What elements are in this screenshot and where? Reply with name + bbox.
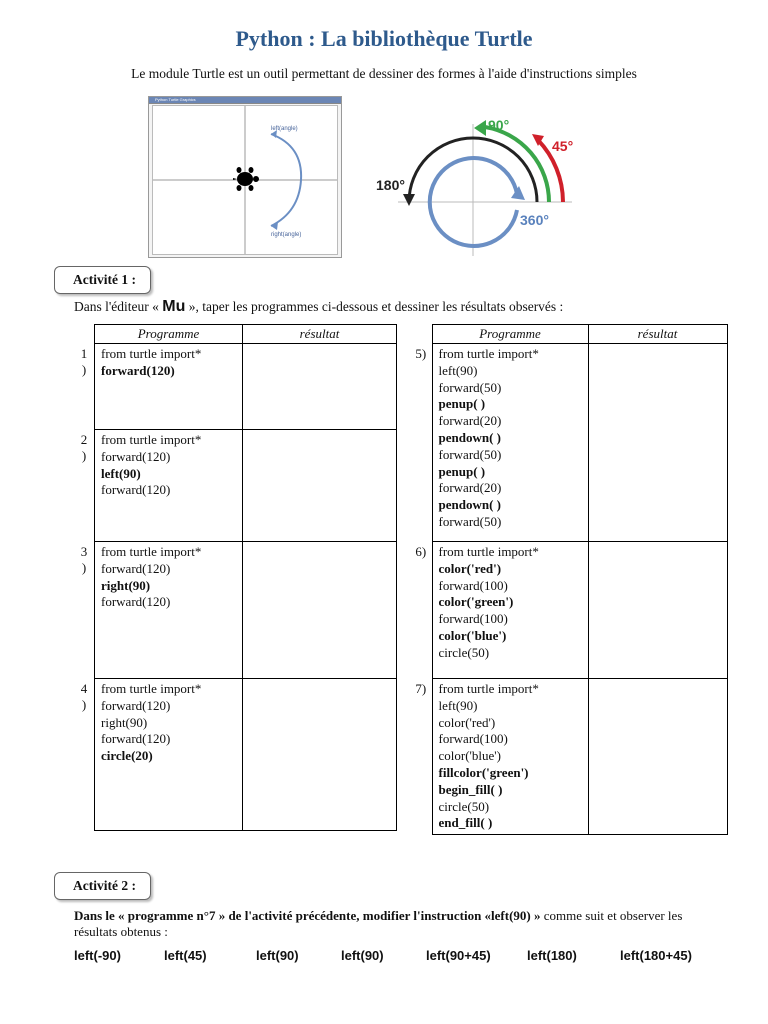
code-line: forward(120)	[101, 594, 171, 610]
code-line: fillcolor('green')	[438, 764, 529, 780]
activity2-text-a: Dans le « programme n°7 » de l'activité précédente, modifier l'instruction «left(90) »	[74, 908, 541, 923]
right-angle-label: right(angle)	[271, 232, 302, 238]
code-line: from turtle import*	[438, 681, 539, 696]
program-code	[432, 344, 588, 542]
angle-360-label: 360°	[520, 212, 549, 228]
program-row	[74, 344, 397, 430]
col-result-header: résultat	[243, 325, 397, 344]
turtle-diagram	[153, 106, 337, 254]
instruction-before: Dans l'éditeur «	[74, 299, 163, 314]
angle-diagram	[372, 110, 592, 260]
program-row	[410, 344, 727, 542]
code-line: from turtle import*	[101, 681, 202, 696]
program-row	[74, 430, 397, 542]
angle-variant: left(-90)	[74, 948, 121, 963]
code-line: forward(120)	[101, 448, 171, 464]
left-angle-label: left(angle)	[271, 126, 298, 132]
col-program-header: Programme	[432, 325, 588, 344]
angle-variant: left(90+45)	[426, 948, 491, 963]
code-line: color('red')	[438, 560, 502, 576]
col-program-header: Programme	[95, 325, 243, 344]
code-line: forward(120)	[101, 482, 171, 498]
angle-variant: left(180)	[527, 948, 577, 963]
program-row	[410, 679, 727, 835]
code-line: begin_fill( )	[438, 781, 503, 797]
code-line: from turtle import*	[438, 346, 539, 361]
code-line: forward(20)	[438, 413, 502, 429]
program-row	[74, 542, 397, 679]
code-line: forward(100)	[438, 611, 508, 627]
program-number: 5)	[415, 345, 427, 361]
code-line: color('blue')	[438, 627, 507, 643]
activity2-label: Activité 2 :	[54, 872, 151, 900]
program-number: 6)	[415, 543, 427, 559]
mu-editor-name: Mu	[162, 298, 186, 315]
code-line: from turtle import*	[101, 544, 202, 559]
code-line: left(90)	[438, 697, 478, 713]
window-titlebar	[149, 97, 341, 104]
code-line: forward(120)	[101, 362, 175, 378]
code-line: forward(20)	[438, 480, 502, 496]
code-line: from turtle import*	[101, 432, 202, 447]
code-line: color('red')	[438, 714, 496, 730]
angle-variant: left(45)	[164, 948, 207, 963]
code-line: right(90)	[101, 714, 148, 730]
program-number: 7)	[415, 680, 427, 696]
result-cell	[588, 542, 727, 679]
activity2-text-b: comme suit et observer les résultats obtenus :	[74, 908, 683, 939]
code-line: left(90)	[438, 362, 478, 378]
program-row	[410, 542, 727, 679]
code-line: end_fill( )	[438, 815, 493, 831]
angle-variant: left(90)	[341, 948, 384, 963]
code-line: penup( )	[438, 396, 486, 412]
program-table-left	[74, 324, 397, 831]
code-line: forward(120)	[101, 697, 171, 713]
code-line: circle(50)	[438, 644, 490, 660]
col-result-header: résultat	[588, 325, 727, 344]
program-number: 1 )	[80, 345, 88, 378]
result-cell	[243, 344, 397, 430]
angle-variant: left(90)	[256, 948, 299, 963]
result-cell	[588, 344, 727, 542]
activity1-label: Activité 1 :	[54, 266, 151, 294]
code-line: forward(50)	[438, 446, 502, 462]
program-code	[95, 542, 243, 679]
result-cell	[243, 679, 397, 831]
angle-variant: left(180+45)	[620, 948, 692, 963]
program-table-right	[410, 324, 728, 835]
program-code	[95, 430, 243, 542]
program-code	[95, 344, 243, 430]
turtle-canvas	[152, 105, 338, 255]
angle-90-label: 90°	[488, 117, 510, 133]
code-line: left(90)	[101, 465, 141, 481]
code-line: penup( )	[438, 463, 486, 479]
page-title: Python : La bibliothèque Turtle	[235, 26, 533, 51]
turtle-icon	[233, 167, 259, 191]
program-code	[95, 679, 243, 831]
intro-text: Le module Turtle est un outil permettant de dessiner des formes à l'aide d'instructions simples	[131, 66, 637, 81]
program-code	[432, 542, 588, 679]
program-number: 2 )	[80, 431, 88, 464]
code-line: pendown( )	[438, 429, 501, 445]
code-line: forward(50)	[438, 513, 502, 529]
instruction-after: », taper les programmes ci-dessous et dessiner les résultats observés :	[185, 299, 564, 314]
code-line: circle(20)	[101, 748, 153, 764]
angle-180-label: 180°	[376, 177, 405, 193]
code-line: forward(120)	[101, 560, 171, 576]
angle-45-label: 45°	[552, 138, 574, 154]
program-code	[432, 679, 588, 835]
result-cell	[243, 542, 397, 679]
code-line: forward(50)	[438, 379, 502, 395]
code-line: color('blue')	[438, 748, 501, 764]
code-line: pendown( )	[438, 497, 501, 513]
activity1-instruction	[74, 298, 563, 316]
code-line: circle(50)	[438, 798, 490, 814]
code-line: from turtle import*	[438, 544, 539, 559]
program-number: 4 )	[80, 680, 88, 713]
program-number: 3 )	[80, 543, 88, 576]
code-line: color('green')	[438, 594, 514, 610]
code-line: forward(100)	[438, 577, 508, 593]
code-line: forward(120)	[101, 731, 171, 747]
code-line: from turtle import*	[101, 346, 202, 361]
turtle-window-screenshot	[148, 96, 342, 258]
code-line: forward(100)	[438, 731, 508, 747]
window-title: Python Turtle Graphics	[155, 97, 196, 102]
code-line: right(90)	[101, 577, 151, 593]
result-cell	[588, 679, 727, 835]
activity2-instruction	[74, 908, 714, 940]
program-row	[74, 679, 397, 831]
result-cell	[243, 430, 397, 542]
